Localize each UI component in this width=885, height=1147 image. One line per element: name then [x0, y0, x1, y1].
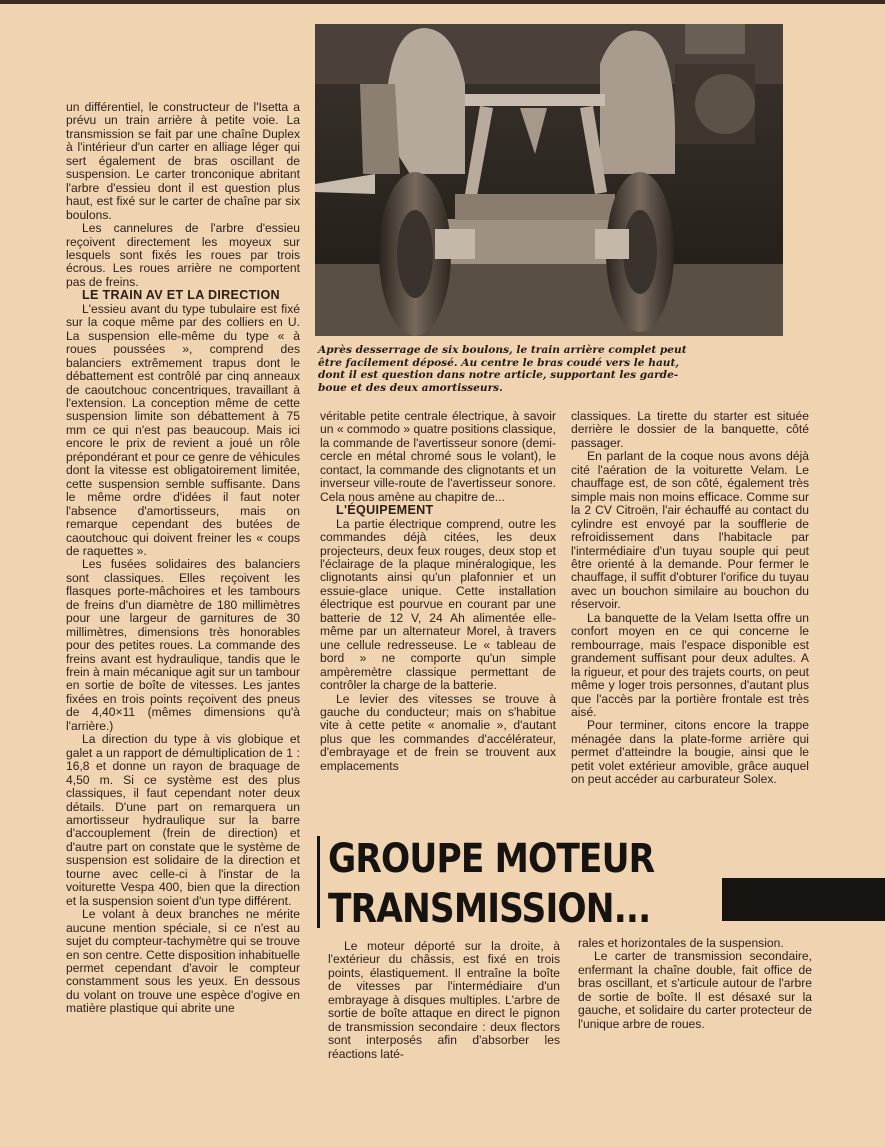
section-heading: LE TRAIN AV ET LA DIRECTION [82, 288, 280, 303]
column-4 [328, 940, 560, 1061]
decorative-black-bar [722, 878, 885, 921]
paragraph: La banquette de la Velam Isetta offre un confort moyen en ce qui concerne le rembourrage, mais l'espace disponible est grandement suffisant pour deux adultes. A la rigueur, et pour des trajets courts, on peut même y loger trois personnes, d'autant plus que l'accès par la portière frontale est très aisé. [571, 610, 809, 719]
paragraph: La direction du type à vis globique et galet a un rapport de démultiplication de 1 : 16,8 et donne un rayon de braquage de 4,50 m. Si ce système est des plus classiques, il faut cependant noter deux détails. D'une part on remarquera un amortisseur hydraulique sur la barre d'accouplement (frein de direction) et d'autre part on constate que le système de suspension est solidaire de la direction et tourne avec celle-ci à l'instar de la voiturette Vespa 400, bien que la direction et la suspension soient d'un type différent. [66, 732, 300, 908]
paragraph: L'essieu avant du type tubulaire est fixé sur la coque même par des colliers en U. La suspension elle-même du type « à roues poussées », comprend des balanciers extrêmement trapus dont le débattement est contrôlé par cinq anneaux de caoutchouc concentriques, travaillant à l'extension. La conception même de cette suspension limite son débattement à 75 mm ce qui n'est pas beaucoup. Mais ici encore le prix de revient a joué un rôle prépondérant et pour ce genre de véhicules dont la vitesse est obligatoirement limitée, cette suspension semble suffisante. Dans le même ordre d'idées il faut noter l'absence d'amortisseurs, mais on remarque cependant des butées de caoutchouc qui doivent freiner les « coups de raquettes ». [66, 301, 300, 558]
column-2 [320, 410, 556, 773]
paragraph: Les cannelures de l'arbre d'essieu reçoivent directement les moyeux sur lesquels sont fixés les roues par trois écrous. Les roues arrière ne comportent pas de freins. [66, 221, 300, 289]
column-3 [571, 410, 809, 787]
paragraph: un différentiel, le constructeur de l'Isetta a prévu un train arrière à petite voie. La transmission se fait par une chaîne Duplex à l'intérieur d'un carter en alliage léger qui sert également de bras oscillant de suspension. Le carter tronconique abritant l'arbre d'essieu dont il est question plus haut, est fixé sur le carter de chaîne par six boulons. [66, 100, 300, 222]
rear-axle-photo [315, 24, 783, 336]
headline-rule [317, 836, 320, 928]
column-1 [66, 101, 300, 1016]
paragraph: rales et horizontales de la suspension. [578, 936, 784, 950]
headline-line-2: TRANSMISSION... [328, 886, 651, 932]
paragraph: Le carter de transmission secondaire, enfermant la chaîne double, fait office de bras oscillant, et s'articule autour de l'arbre de sortie de boîte. Il est désaxé sur la gauche, et solidaire du carter protecteur de l'unique arbre de roues. [578, 949, 812, 1031]
column-5 [578, 937, 812, 1031]
paragraph: Le moteur déporté sur la droite, à l'extérieur du châssis, est fixé en trois points, élastiquement. Il entraîne la boîte de vitesses par l'intermédiaire d'un embrayage à disques multiples. L'arbre de sortie de boîte attaque en direct le pignon de transmission secondaire : deux flectors sont interposés afin d'absorber les réactions laté- [328, 939, 560, 1061]
section-headline [328, 834, 663, 934]
paragraph: Pour terminer, citons encore la trappe ménagée dans la plate-forme arrière qui permet d'atteindre la bougie, ainsi que le petit volet extérieur amovible, grâce auquel on peut accéder au carburateur Solex. [571, 718, 809, 787]
paragraph: Le levier des vitesses se trouve à gauche du conducteur; mais on s'habitue vite à cette petite « anomalie », d'autant plus que les commandes d'accélérateur, d'embrayage et de frein se trouvent aux emplacements [320, 691, 556, 773]
paragraph: Les fusées solidaires des balanciers sont classiques. Elles reçoivent les flasques porte-mâchoires et les tambours de freins d'un diamètre de 180 millimètres pour une largeur de garnitures de 30 millimètres, dimensions très honorables pour des petites roues. La commande des freins avant est hydraulique, tandis que le frein à main mécanique agit sur un tambour en sortie de boîte de vitesses. Les jantes fixées en trois points reçoivent des pneus de 4,40×11 (mêmes dimensions qu'à l'arrière.) [66, 557, 300, 733]
headline-line-1: GROUPE MOTEUR [328, 836, 655, 882]
paragraph: classiques. La tirette du starter est située derrière le dossier de la banquette, côté passager. [571, 409, 809, 450]
scan-edge [0, 0, 885, 4]
paragraph: En parlant de la coque nous avons déjà cité l'aération de la voiturette Velam. Le chauffage est, de son côté, également très simple mais non moins efficace. Comme sur la 2 CV Citroën, l'air échauffé au contact du cylindre est envoyé par la soufflerie de refroidissement dans l'habitacle par l'intermédiaire d'un tuyau souple qui peut être orienté à la demande. Pour fermer le chauffage, il suffit d'obturer l'orifice du tuyau avec un bouchon similaire au bouchon du réservoir. [571, 449, 809, 612]
section-heading: L'ÉQUIPEMENT [336, 503, 434, 518]
paragraph: Le volant à deux branches ne mérite aucune mention spéciale, si ce n'est au sujet du compteur-tachymètre qui se trouve en son centre. Cette disposition inhabituelle permet cependant d'avoir le compteur constamment sous les yeux. En dessous du volant on trouve une espèce d'ogive en matière plastique qui abrite une [66, 907, 300, 1016]
paragraph: La partie électrique comprend, outre les commandes déjà citées, les deux projecteurs, deux feux rouges, deux stop et l'éclairage de la plaque minéralogique, les clignotants ainsi qu'un plafonnier et un essuie-glace unique. Cette installation électrique est pourvue en courant par une batterie de 12 V, 24 Ah alimentée elle-même par un alternateur Morel, à travers une cellule redresseuse. Le « tableau de bord » ne comporte qu'un simple ampèremètre classique permettant de contrôler la charge de la batterie. [320, 516, 556, 693]
photo-caption: Après desserrage de six boulons, le train arrière complet peut être facilement déposé. Au centre le bras coudé vers le haut, dont il est question dans notre article, supportant les garde-boue et des deux amortisseurs. [318, 344, 687, 394]
paragraph: véritable petite centrale électrique, à savoir un « commodo » quatre positions classique, la commande de l'avertisseur sonore (demi-cercle en métal chromé sous le volant), le contact, la commande des clignotants et un inverseur ville-route de l'avertisseur sonore. Cela nous amène au chapitre de... [320, 409, 556, 504]
